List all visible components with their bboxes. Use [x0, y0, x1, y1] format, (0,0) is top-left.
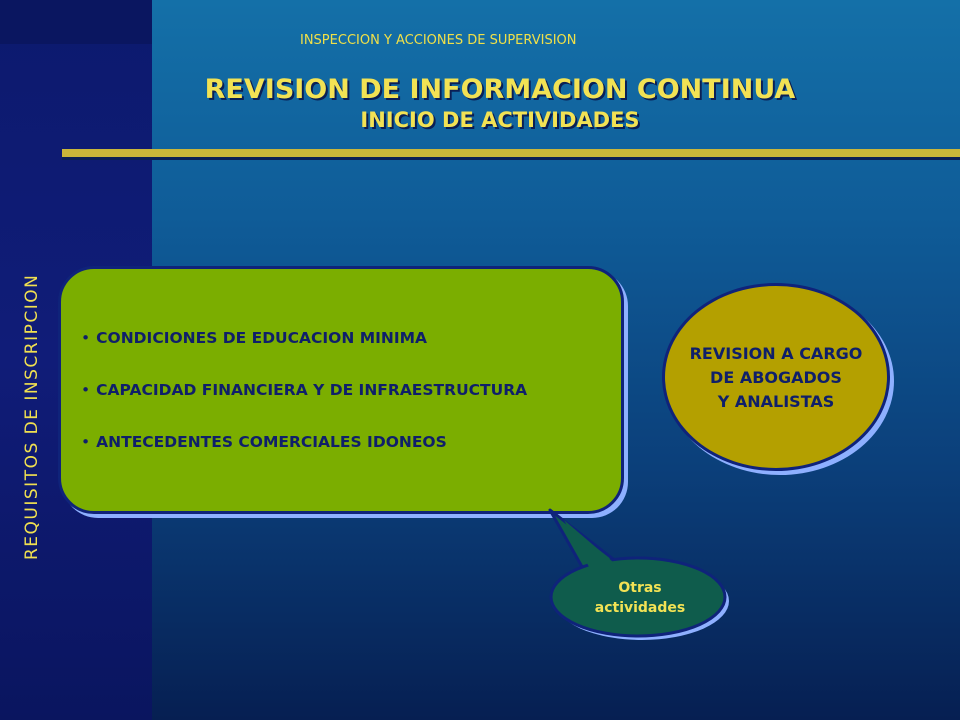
review-line-3: Y ANALISTAS	[717, 392, 835, 411]
requirements-list	[81, 329, 527, 485]
page-title: REVISION DE INFORMACION CONTINUA	[204, 74, 796, 105]
review-line-2: DE ABOGADOS	[710, 368, 842, 387]
requirement-text: CAPACIDAD FINANCIERA Y DE INFRAESTRUCTURA	[96, 381, 528, 399]
page-subtitle: INICIO DE ACTIVIDADES	[360, 108, 640, 132]
review-text	[665, 342, 887, 414]
bullet-icon: •	[81, 433, 91, 451]
left-band-top	[0, 0, 152, 44]
review-ellipse	[662, 283, 890, 471]
callout-bubble	[530, 500, 740, 650]
bullet-icon: •	[81, 329, 91, 347]
sidebar-vertical-label: REQUISITOS DE INSCRIPCION	[22, 273, 42, 560]
requirement-item	[81, 329, 527, 347]
requirement-item	[81, 433, 527, 451]
callout-text	[560, 578, 720, 618]
header-small-title: INSPECCION Y ACCIONES DE SUPERVISION	[300, 33, 577, 48]
title-divider	[62, 149, 960, 157]
callout-line-1: Otras	[618, 580, 662, 596]
bullet-icon: •	[81, 381, 91, 399]
requirement-text: ANTECEDENTES COMERCIALES IDONEOS	[96, 433, 447, 451]
callout-line-2: actividades	[594, 600, 686, 616]
review-line-1: REVISION A CARGO	[689, 344, 863, 363]
requirement-item	[81, 381, 527, 399]
requirements-box	[58, 266, 624, 514]
requirement-text: CONDICIONES DE EDUCACION MINIMA	[96, 329, 428, 347]
